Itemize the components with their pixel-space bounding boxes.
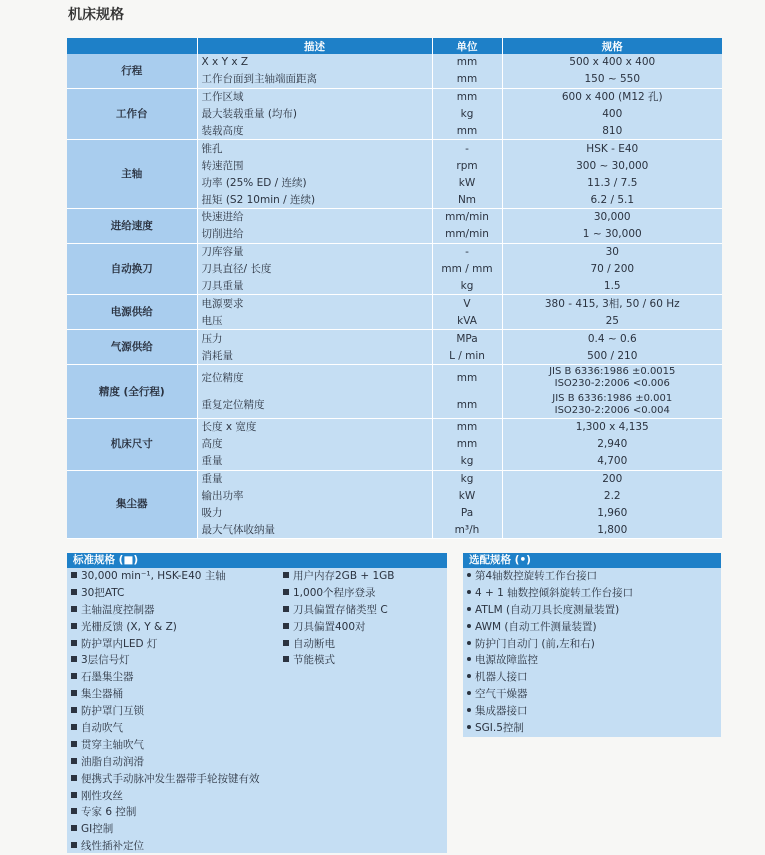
header-blank (67, 38, 197, 54)
square-bullet-icon (71, 673, 77, 679)
list-item (67, 754, 282, 771)
list-item-label: 便携式手动脉冲发生器带手轮按键有效 (81, 772, 260, 785)
optional-spec-title: 选配规格 (•) (463, 553, 721, 568)
list-item-label: 4 + 1 轴数控倾斜旋转工作台接口 (475, 586, 634, 599)
unit-cell: mm/min (432, 226, 502, 243)
list-item-label: 贯穿主轴吹气 (81, 738, 144, 751)
desc-cell: 重量 (197, 453, 432, 470)
list-item-label: 防护门自动门 (前,左和右) (475, 637, 595, 650)
value-cell: 1 ~ 30,000 (502, 226, 722, 243)
value-cell: 30,000 (502, 209, 722, 226)
unit-cell: mm (432, 88, 502, 105)
list-item (67, 804, 282, 821)
square-bullet-icon (71, 825, 77, 831)
value-cell: HSK - E40 (502, 140, 722, 157)
square-bullet-icon (283, 572, 289, 578)
square-bullet-icon (71, 606, 77, 612)
list-item-label: 30,000 min⁻¹, HSK-E40 主轴 (81, 570, 226, 582)
list-item-label: 专家 6 控制 (81, 806, 137, 819)
desc-cell: 吸力 (197, 504, 432, 521)
list-item (279, 636, 447, 653)
desc-cell: X x Y x Z (197, 54, 432, 71)
desc-cell: 最大装载重量 (均布) (197, 106, 432, 123)
unit-cell: kg (432, 470, 502, 487)
list-item (279, 652, 447, 669)
standard-spec-title: 标准规格 (■) (67, 553, 447, 568)
value-cell: 150 ~ 550 (502, 71, 722, 88)
list-item (463, 568, 721, 585)
value-line-2: ISO230-2:2006 <0.006 (554, 378, 670, 390)
list-item (67, 821, 282, 838)
square-bullet-icon (71, 656, 77, 662)
list-item-label: 石墨集尘器 (81, 671, 134, 684)
value-cell: 400 (502, 106, 722, 123)
list-item (279, 619, 447, 636)
unit-cell: mm (432, 71, 502, 88)
dot-bullet-icon (467, 657, 471, 661)
value-cell: 600 x 400 (M12 孔) (502, 88, 722, 105)
dot-bullet-icon (467, 641, 471, 645)
list-item-label: 光栅反馈 (X, Y & Z) (81, 620, 177, 633)
value-cell: 810 (502, 123, 722, 140)
list-item-label: 集尘器桶 (81, 688, 123, 701)
list-item (279, 602, 447, 619)
table-row (67, 54, 722, 71)
square-bullet-icon (71, 690, 77, 696)
list-item (67, 788, 282, 805)
value-cell: 25 (502, 312, 722, 329)
list-item (463, 602, 721, 619)
category-cell: 行程 (67, 54, 197, 88)
optional-spec-panel (463, 553, 721, 737)
value-cell: 2.2 (502, 488, 722, 505)
unit-cell: kW (432, 488, 502, 505)
square-bullet-icon (71, 808, 77, 814)
value-line-1: JIS B 6336:1986 ±0.001 (552, 392, 673, 404)
list-item-label: 主轴温度控制器 (81, 603, 155, 616)
table-row (67, 209, 722, 226)
unit-cell: L / min (432, 347, 502, 364)
list-item (67, 737, 282, 754)
list-item-label: GI控制 (81, 823, 114, 836)
desc-cell: 装载高度 (197, 123, 432, 140)
list-item-label: 集成器接口 (475, 705, 528, 718)
desc-cell: 输出功率 (197, 488, 432, 505)
unit-cell: m³/h (432, 521, 502, 538)
list-item (279, 568, 447, 585)
desc-cell: 高度 (197, 436, 432, 453)
value-cell: 2,940 (502, 436, 722, 453)
list-item (67, 568, 282, 585)
desc-cell: 切削进给 (197, 226, 432, 243)
desc-cell: 最大气体收纳量 (197, 521, 432, 538)
standard-spec-list-1 (67, 568, 282, 855)
list-item-label: 机器人接口 (475, 671, 528, 684)
dot-bullet-icon (467, 691, 471, 695)
desc-cell: 长度 x 宽度 (197, 419, 432, 436)
list-item (463, 669, 721, 686)
list-item (67, 619, 282, 636)
square-bullet-icon (71, 707, 77, 713)
square-bullet-icon (71, 623, 77, 629)
value-cell: 1.5 (502, 278, 722, 295)
table-row (67, 365, 722, 392)
value-cell: 0.4 ~ 0.6 (502, 330, 722, 347)
list-item-label: 线性插补定位 (81, 840, 144, 853)
desc-cell: 锥孔 (197, 140, 432, 157)
unit-cell: kg (432, 106, 502, 123)
unit-cell: mm (432, 392, 502, 419)
unit-cell: - (432, 140, 502, 157)
category-cell: 工作台 (67, 88, 197, 140)
list-item (67, 838, 282, 855)
dot-bullet-icon (467, 590, 471, 594)
unit-cell: Pa (432, 504, 502, 521)
unit-cell: mm (432, 419, 502, 436)
value-line-1: JIS B 6336:1986 ±0.0015 (549, 366, 676, 378)
value-cell: 200 (502, 470, 722, 487)
list-item-label: 3层信号灯 (81, 654, 130, 667)
square-bullet-icon (283, 623, 289, 629)
list-item (463, 720, 721, 737)
square-bullet-icon (71, 741, 77, 747)
desc-cell: 功率 (25% ED / 连续) (197, 174, 432, 191)
desc-cell: 刀库容量 (197, 243, 432, 260)
unit-cell: kg (432, 278, 502, 295)
list-item-label: 刚性攻丝 (81, 789, 123, 802)
spec-table-header (67, 38, 722, 54)
list-item (67, 703, 282, 720)
desc-cell: 刀具重量 (197, 278, 432, 295)
desc-cell: 转速范围 (197, 157, 432, 174)
unit-cell: MPa (432, 330, 502, 347)
list-item-label: 30把ATC (81, 586, 125, 599)
value-cell: 380 - 415, 3相, 50 / 60 Hz (502, 295, 722, 312)
desc-cell: 工作台面到主轴端面距离 (197, 71, 432, 88)
list-item-label: SGI.5控制 (475, 722, 524, 735)
category-cell: 进给速度 (67, 209, 197, 244)
dot-bullet-icon (467, 708, 471, 712)
header-desc: 描述 (197, 38, 432, 54)
unit-cell: mm (432, 365, 502, 392)
dot-bullet-icon (467, 674, 471, 678)
dot-bullet-icon (467, 573, 471, 577)
desc-cell: 刀具直径/ 长度 (197, 261, 432, 278)
list-item-label: 节能模式 (293, 654, 335, 667)
value-cell: 30 (502, 243, 722, 260)
value-cell: 6.2 / 5.1 (502, 191, 722, 208)
desc-cell: 电压 (197, 312, 432, 329)
table-row (67, 140, 722, 157)
unit-cell: mm/min (432, 209, 502, 226)
table-row (67, 295, 722, 312)
list-item (463, 585, 721, 602)
desc-cell: 压力 (197, 330, 432, 347)
desc-cell: 重量 (197, 470, 432, 487)
square-bullet-icon (71, 842, 77, 848)
unit-cell: mm (432, 54, 502, 71)
desc-cell: 扭矩 (S2 10min / 连续) (197, 191, 432, 208)
list-item-label: 电源故障监控 (475, 654, 538, 667)
desc-cell: 定位精度 (197, 365, 432, 392)
dot-bullet-icon (467, 624, 471, 628)
unit-cell: kW (432, 174, 502, 191)
value-cell: 1,960 (502, 504, 722, 521)
list-item (67, 669, 282, 686)
category-cell: 主轴 (67, 140, 197, 209)
unit-cell: mm (432, 436, 502, 453)
list-item (463, 619, 721, 636)
list-item-label: 自动断电 (293, 637, 335, 650)
value-cell (502, 392, 722, 419)
standard-spec-list-2 (279, 568, 447, 669)
value-cell: 70 / 200 (502, 261, 722, 278)
square-bullet-icon (71, 775, 77, 781)
table-row (67, 88, 722, 105)
desc-cell: 电源要求 (197, 295, 432, 312)
list-item-label: 刀具偏置存储类型 C (293, 603, 388, 616)
unit-cell: kVA (432, 312, 502, 329)
square-bullet-icon (71, 758, 77, 764)
table-row (67, 419, 722, 436)
value-cell: 500 x 400 x 400 (502, 54, 722, 71)
list-item-label: 1,000个程序登录 (293, 586, 376, 599)
list-item (463, 703, 721, 720)
list-item (67, 720, 282, 737)
category-cell: 气源供给 (67, 330, 197, 365)
value-cell: 1,800 (502, 521, 722, 538)
list-item (67, 602, 282, 619)
table-row (67, 330, 722, 347)
list-item-label: AWM (自动工件测量装置) (475, 620, 597, 633)
list-item-label: 第4轴数控旋转工作台接口 (475, 570, 598, 582)
list-item-label: 空气干燥器 (475, 688, 528, 701)
value-cell: 4,700 (502, 453, 722, 470)
unit-cell: rpm (432, 157, 502, 174)
category-cell: 精度 (全行程) (67, 365, 197, 419)
list-item (67, 771, 282, 788)
value-cell: 500 / 210 (502, 347, 722, 364)
unit-cell: V (432, 295, 502, 312)
header-unit: 单位 (432, 38, 502, 54)
desc-cell: 快速进给 (197, 209, 432, 226)
category-cell: 电源供给 (67, 295, 197, 330)
square-bullet-icon (71, 572, 77, 578)
value-line-2: ISO230-2:2006 <0.004 (554, 404, 670, 416)
desc-cell: 工作区域 (197, 88, 432, 105)
list-item (67, 636, 282, 653)
header-spec: 规格 (502, 38, 722, 54)
category-cell: 自动换刀 (67, 243, 197, 295)
table-row (67, 470, 722, 487)
square-bullet-icon (283, 656, 289, 662)
list-item (463, 652, 721, 669)
desc-cell: 重复定位精度 (197, 392, 432, 419)
list-item-label: 防护罩门互锁 (81, 705, 144, 718)
square-bullet-icon (283, 589, 289, 595)
value-cell: 300 ~ 30,000 (502, 157, 722, 174)
list-item (463, 636, 721, 653)
list-item (67, 652, 282, 669)
square-bullet-icon (71, 640, 77, 646)
value-cell: 11.3 / 7.5 (502, 174, 722, 191)
unit-cell: Nm (432, 191, 502, 208)
unit-cell: kg (432, 453, 502, 470)
category-cell: 集尘器 (67, 470, 197, 539)
desc-cell: 消耗量 (197, 347, 432, 364)
dot-bullet-icon (467, 725, 471, 729)
list-item (463, 686, 721, 703)
list-item-label: 刀具偏置400对 (293, 620, 366, 633)
list-item-label: 油脂自动润滑 (81, 755, 144, 768)
list-item (67, 686, 282, 703)
optional-spec-list (463, 568, 721, 737)
square-bullet-icon (283, 640, 289, 646)
standard-spec-panel (67, 553, 447, 853)
category-cell: 机床尺寸 (67, 419, 197, 471)
list-item-label: 防护罩内LED 灯 (81, 637, 158, 650)
dot-bullet-icon (467, 607, 471, 611)
square-bullet-icon (71, 589, 77, 595)
page-title: 机床规格 (68, 7, 124, 23)
list-item-label: 自动吹气 (81, 722, 123, 735)
spec-table (67, 38, 722, 539)
unit-cell: mm / mm (432, 261, 502, 278)
list-item-label: ATLM (自动刀具长度测量装置) (475, 603, 620, 616)
unit-cell: - (432, 243, 502, 260)
value-cell: 1,300 x 4,135 (502, 419, 722, 436)
unit-cell: mm (432, 123, 502, 140)
list-item-label: 用户内存2GB + 1GB (293, 570, 395, 582)
list-item (67, 585, 282, 602)
table-row (67, 243, 722, 260)
square-bullet-icon (71, 792, 77, 798)
square-bullet-icon (283, 606, 289, 612)
value-cell (502, 365, 722, 392)
list-item (279, 585, 447, 602)
square-bullet-icon (71, 724, 77, 730)
